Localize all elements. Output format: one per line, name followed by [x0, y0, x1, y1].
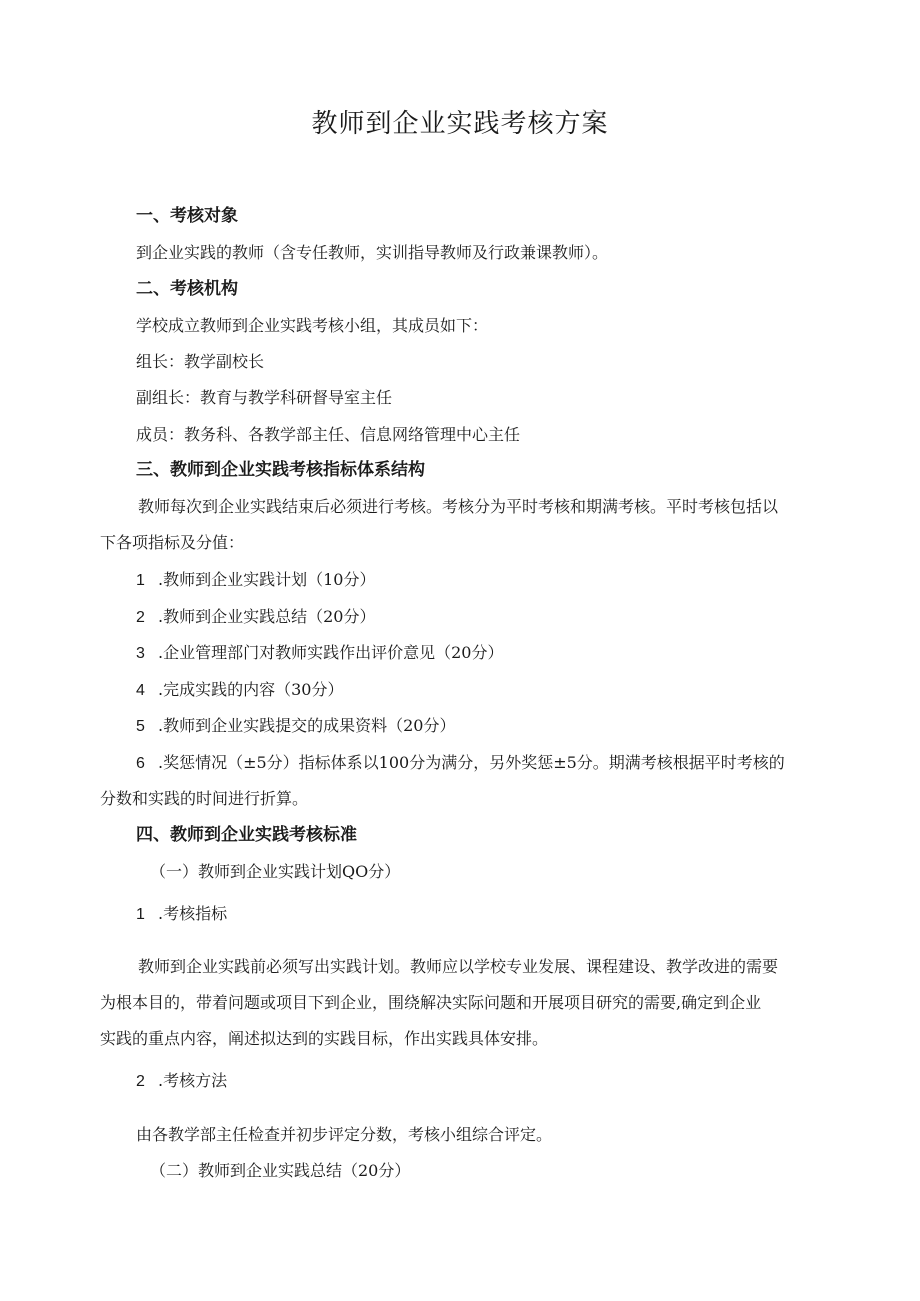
list-item: [136, 716, 455, 737]
list-item: [136, 570, 375, 591]
list-item-number: 2: [136, 609, 145, 626]
list-item-number: 2: [136, 1073, 145, 1090]
section-heading-4: 四、教师到企业实践考核标准: [136, 825, 357, 845]
list-item: [136, 1071, 227, 1092]
subsection-1-paragraph-line-1: 教师到企业实践前必须写出实践计划。教师应以学校专业发展、课程建设、教学改进的需要: [138, 957, 779, 976]
list-item: [136, 904, 227, 925]
subsection-heading-1: （一）教师到企业实践计划QO分）: [150, 862, 401, 881]
list-item: [136, 680, 343, 701]
list-item-number: 1: [136, 572, 145, 589]
list-item-text: .完成实践的内容（30分）: [158, 680, 344, 699]
section-2-members: 成员：教务科、各教学部主任、信息网络管理中心主任: [136, 425, 521, 444]
list-item-text: .奖惩情况（±5分）指标体系以100分为满分，另外奖惩±5分。期满考核根据平时考核的: [158, 753, 785, 772]
section-heading-3: 三、教师到企业实践考核指标体系结构: [136, 460, 425, 480]
list-item-number: 4: [136, 682, 145, 699]
section-2-vice-leader: 副组长：教育与教学科研督导室主任: [136, 388, 393, 407]
list-item-text: .考核指标: [158, 904, 228, 923]
list-item: [136, 643, 503, 664]
list-item-number: 5: [136, 718, 145, 735]
list-item-text: .教师到企业实践提交的成果资料（20分）: [158, 716, 456, 735]
section-heading-2: 二、考核机构: [136, 279, 238, 299]
subsection-heading-2: （二）教师到企业实践总结（20分）: [150, 1161, 411, 1180]
list-item-number: 1: [136, 906, 145, 923]
section-3-paragraph-line-1: 教师每次到企业实践结束后必须进行考核。考核分为平时考核和期满考核。平时考核包括以: [138, 497, 779, 516]
document-title: 教师到企业实践考核方案: [311, 109, 609, 139]
list-item: [136, 753, 785, 774]
list-item-continuation: 分数和实践的时间进行折算。: [100, 789, 309, 808]
list-item-text: .考核方法: [158, 1071, 228, 1090]
section-1-body: 到企业实践的教师（含专任教师，实训指导教师及行政兼课教师）。: [136, 243, 609, 262]
list-item-text: .企业管理部门对教师实践作出评价意见（20分）: [158, 643, 504, 662]
list-item-text: .教师到企业实践总结（20分）: [158, 607, 376, 626]
section-2-leader: 组长：教学副校长: [136, 352, 265, 371]
list-item-text: .教师到企业实践计划（10分）: [158, 570, 376, 589]
section-heading-1: 一、考核对象: [136, 206, 238, 226]
subsection-1-paragraph-line-3: 实践的重点内容，阐述拟达到的实践目标，作出实践具体安排。: [100, 1029, 549, 1048]
section-3-paragraph-line-2: 下各项指标及分值：: [100, 533, 245, 552]
list-item-number: 3: [136, 645, 145, 662]
subsection-1-method-paragraph: 由各教学部主任检查并初步评定分数，考核小组综合评定。: [136, 1125, 553, 1144]
section-2-intro: 学校成立教师到企业实践考核小组，其成员如下：: [136, 316, 489, 335]
list-item-number: 6: [136, 755, 145, 772]
list-item: [136, 607, 375, 628]
subsection-1-paragraph-line-2: 为根本目的，带着问题或项目下到企业，围绕解决实际问题和开展项目研究的需要,确定到企业: [100, 993, 762, 1012]
